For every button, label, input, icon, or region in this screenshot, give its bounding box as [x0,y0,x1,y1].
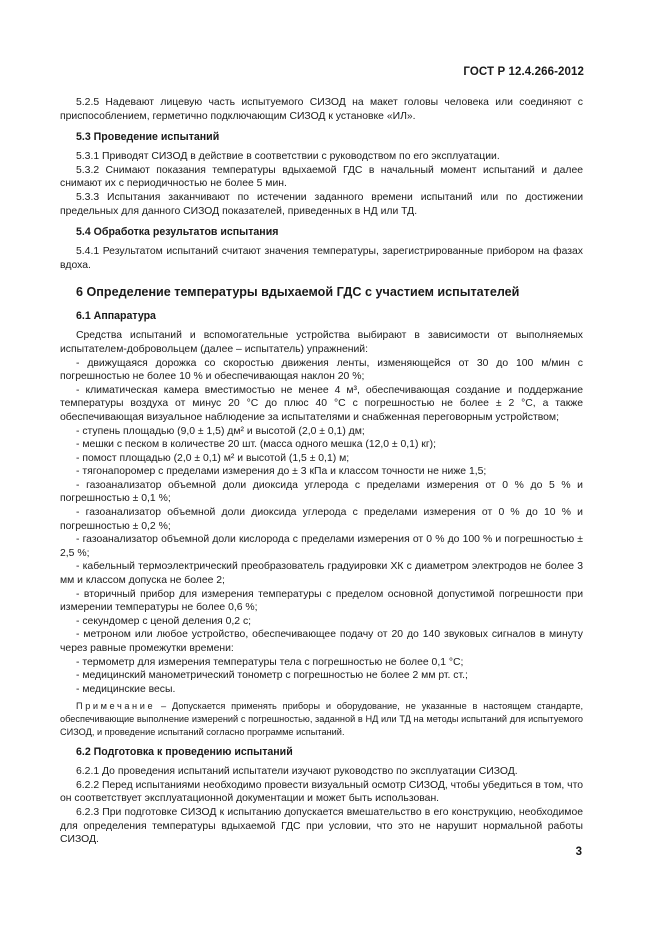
paragraph-5-3-2: 5.3.2 Снимают показания температуры вдыхаемой ГДС в начальный момент испытаний и далее снимают их с периодичностью не более 5 мин. [60,164,583,190]
paragraph-6-1-intro: Средства испытаний и вспомогательные устройства выбирают в зависимости от выполняемых испытателем-добровольцем (далее – испытатель) упражнений: [60,330,583,355]
standard-header: ГОСТ Р 12.4.266-2012 [463,66,584,78]
heading-section-6: 6 Определение температуры вдыхаемой ГДС с участием испытателей [76,285,520,300]
document-body [60,96,583,847]
list-item: - движущаяся дорожка со скоростью движения ленты, изменяющейся от 30 до 100 м/мин с погрешностью не более 10 % и обеспечивающая наклон 20 %; [60,357,583,383]
list-item: - мешки с песком в количестве 20 шт. (масса одного мешка (12,0 ± 0,1) кг); [76,439,436,451]
paragraph-5-2-5: 5.2.5 Надевают лицевую часть испытуемого СИЗОД на макет головы человека или соединяют с приспособлением, герметично подключающим СИЗОД к установке «ИЛ». [60,97,583,122]
list-item: - помост площадью (2,0 ± 0,1) м² и высотой (1,5 ± 0,1) м; [76,452,350,464]
list-item: - газоанализатор объемной доли кислорода с пределами измерения от 0 % до 100 % и погрешностью ± 2,5 %; [60,534,583,559]
list-item: - медицинские весы. [76,683,176,695]
list-item: - термометр для измерения температуры тела с погрешностью не более 0,1 °С; [76,656,464,668]
list-item: - газоанализатор объемной доли диоксида углерода с пределами измерения от 0 % до 5 % и погрешностью ± 0,1 %; [60,479,583,505]
paragraph-5-3-3: 5.3.3 Испытания заканчивают по истечении заданного времени испытаний или по достижении предельных для данного СИЗОД показателей, приведенных в НД или ТД. [60,191,583,217]
paragraph-6-2-2: 6.2.2 Перед испытаниями необходимо провести визуальный осмотр СИЗОД, чтобы убедиться в том, что он соответствует эксплуатационной документации и может быть использован. [60,779,583,805]
list-item: - медицинский манометрический тонометр с погрешностью не более 2 мм рт. ст.; [76,670,468,682]
list-item: - вторичный прибор для измерения температуры с пределом основной допустимой погрешности при измерении температуры не более 0,6 %; [60,588,583,614]
heading-5-4: 5.4 Обработка результатов испытания [76,226,279,239]
list-item: - метроном или любое устройство, обеспечивающее подачу от 20 до 140 звуковых сигналов в минуту через равные промежутки времени: [60,629,583,654]
heading-6-2: 6.2 Подготовка к проведению испытаний [76,746,293,759]
note-label: Примечание [76,701,156,712]
paragraph-6-2-3: 6.2.3 При подготовке СИЗОД к испытанию допускается вмешательство в его конструкцию, необходимое для определения температуры вдыхаемой ГДС при условии, что это не нарушит нормальной работы СИЗОД. [60,806,583,846]
list-item: - ступень площадью (9,0 ± 1,5) дм² и высотой (2,0 ± 0,1) дм; [76,425,365,437]
list-item: - климатическая камера вместимостью не менее 4 м³, обеспечивающая создание и поддержание температуры воздуха от минус 20 °С до плюс 40 °С с погрешностью не более ± 2 °С, а также обеспечивающая визуальное наблюдение за испытателями и снабженная переговорным устройством; [60,384,583,423]
heading-5-3: 5.3 Проведение испытаний [76,131,220,144]
paragraph-5-3-1: 5.3.1 Приводят СИЗОД в действие в соответствии с руководством по его эксплуатации. [76,151,500,163]
note-text: – Допускается применять приборы и оборудование, не указанные в настоящем стандарте, обеспечивающие выполнение измерений с погрешностью, заданной в НД или ТД на методы испытаний для испытуемого СИЗОД, и проведение испытаний согласно программе испытаний. [60,701,583,737]
list-item: - кабельный термоэлектрический преобразователь градуировки ХК с диаметром электродов не более 3 мм и классом допуска не более 2; [60,561,583,587]
list-item: - секундомер с ценой деления 0,2 с; [76,615,252,627]
heading-6-1: 6.1 Аппаратура [76,310,156,323]
list-item: - газоанализатор объемной доли диоксида углерода с пределами измерения от 0 % до 10 % и погрешностью ± 0,2 %; [60,507,583,532]
page-number: 3 [575,846,582,858]
list-item: - тягонапоромер с пределами измерения до ± 3 кПа и классом точности не ниже 1,5; [76,466,487,478]
paragraph-6-2-1: 6.2.1 До проведения испытаний испытатели изучают руководство по эксплуатации СИЗОД. [76,766,518,778]
note [60,700,583,738]
paragraph-5-4-1: 5.4.1 Результатом испытаний считают значения температуры, зарегистрированные прибором на фазах вдоха. [60,246,583,271]
